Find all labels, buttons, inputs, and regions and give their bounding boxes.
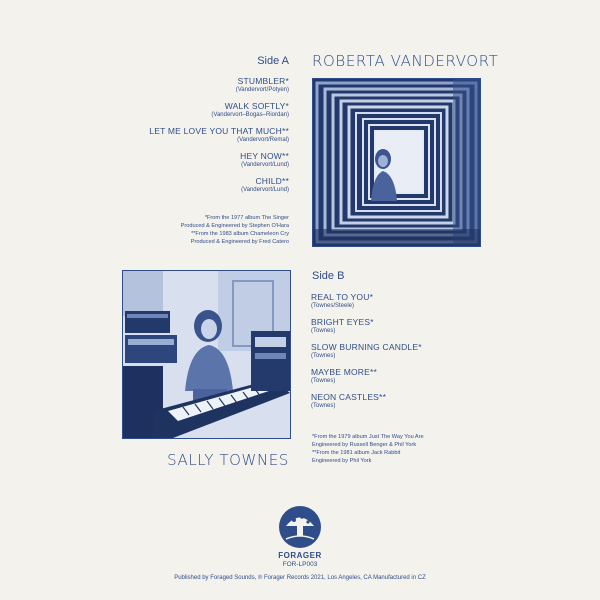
track-title: BRIGHT EYES* [311,317,374,327]
note-line: **From the 1981 album Jack Rabbit [312,450,401,456]
track-title: WALK SOFTLY* [224,101,289,111]
track-title: HEY NOW** [240,151,289,161]
side-a-heading: Side A [257,55,289,67]
track-title: CHILD** [255,176,289,186]
track-title: NEON CASTLES** [311,392,387,402]
note-line: Produced & Engineered by Stephen O'Hara [180,223,289,229]
track-item [149,126,289,144]
track-credit: (Vandervort/Lund) [241,187,289,193]
track-item [149,76,289,94]
track-credit: (Townes) [311,403,336,409]
track-item [311,317,422,335]
track-credit: (Townes) [311,378,336,384]
note-line: Produced & Engineered by Fred Catero [190,239,289,245]
side-a-notes [181,214,289,246]
catalog-number: FOR-LP003 [282,561,318,568]
track-credit: (Vandervort/Remal) [237,137,289,143]
track-credit: (Vandervort/Potyen) [235,87,289,93]
track-credit: (Vandervort–Bogas–Riordan) [211,112,289,118]
roberta-photo [312,78,481,247]
sally-photo [122,270,291,439]
side-a-tracklist [149,76,289,201]
note-line: *From the 1979 album Just The Way You Are [312,434,424,440]
track-title: LET ME LOVE YOU THAT MUCH** [149,126,289,136]
mushroom-logo-icon [278,505,322,549]
track-item [149,176,289,194]
track-item [149,101,289,119]
track-title: REAL TO YOU* [311,292,374,302]
track-title: STUMBLER* [237,76,289,86]
track-item [311,342,422,360]
track-item [149,151,289,169]
forager-logo [278,505,322,549]
track-credit: (Townes) [311,353,336,359]
side-b-heading: Side B [312,270,345,282]
track-title: SLOW BURNING CANDLE* [311,342,422,352]
side-b-notes [312,433,424,465]
track-title: MAYBE MORE** [311,367,378,377]
logo-text: FORAGER [278,551,322,560]
track-credit: (Townes/Steele) [311,303,355,309]
note-line: Engineered by Phil York [312,458,372,464]
artist-name-sally: SALLY TOWNES [167,451,289,469]
note-line: Engineered by Russell Benger & Phil York [312,442,417,448]
artist-name-roberta: ROBERTA VANDERVORT [312,52,499,70]
track-item [311,367,422,385]
side-b-tracklist [311,292,422,417]
track-credit: (Townes) [311,328,336,334]
note-line: *From the 1977 album The Singer [204,215,289,221]
note-line: **From the 1983 album Chameleon Cry [191,231,289,237]
track-item [311,292,422,310]
track-item [311,392,422,410]
track-credit: (Vandervort/Lund) [241,162,289,168]
footer-credit: Published by Foraged Sounds, ℗ Forager Records 2021, Los Angeles, CA Manufactured in CZ [174,575,426,581]
